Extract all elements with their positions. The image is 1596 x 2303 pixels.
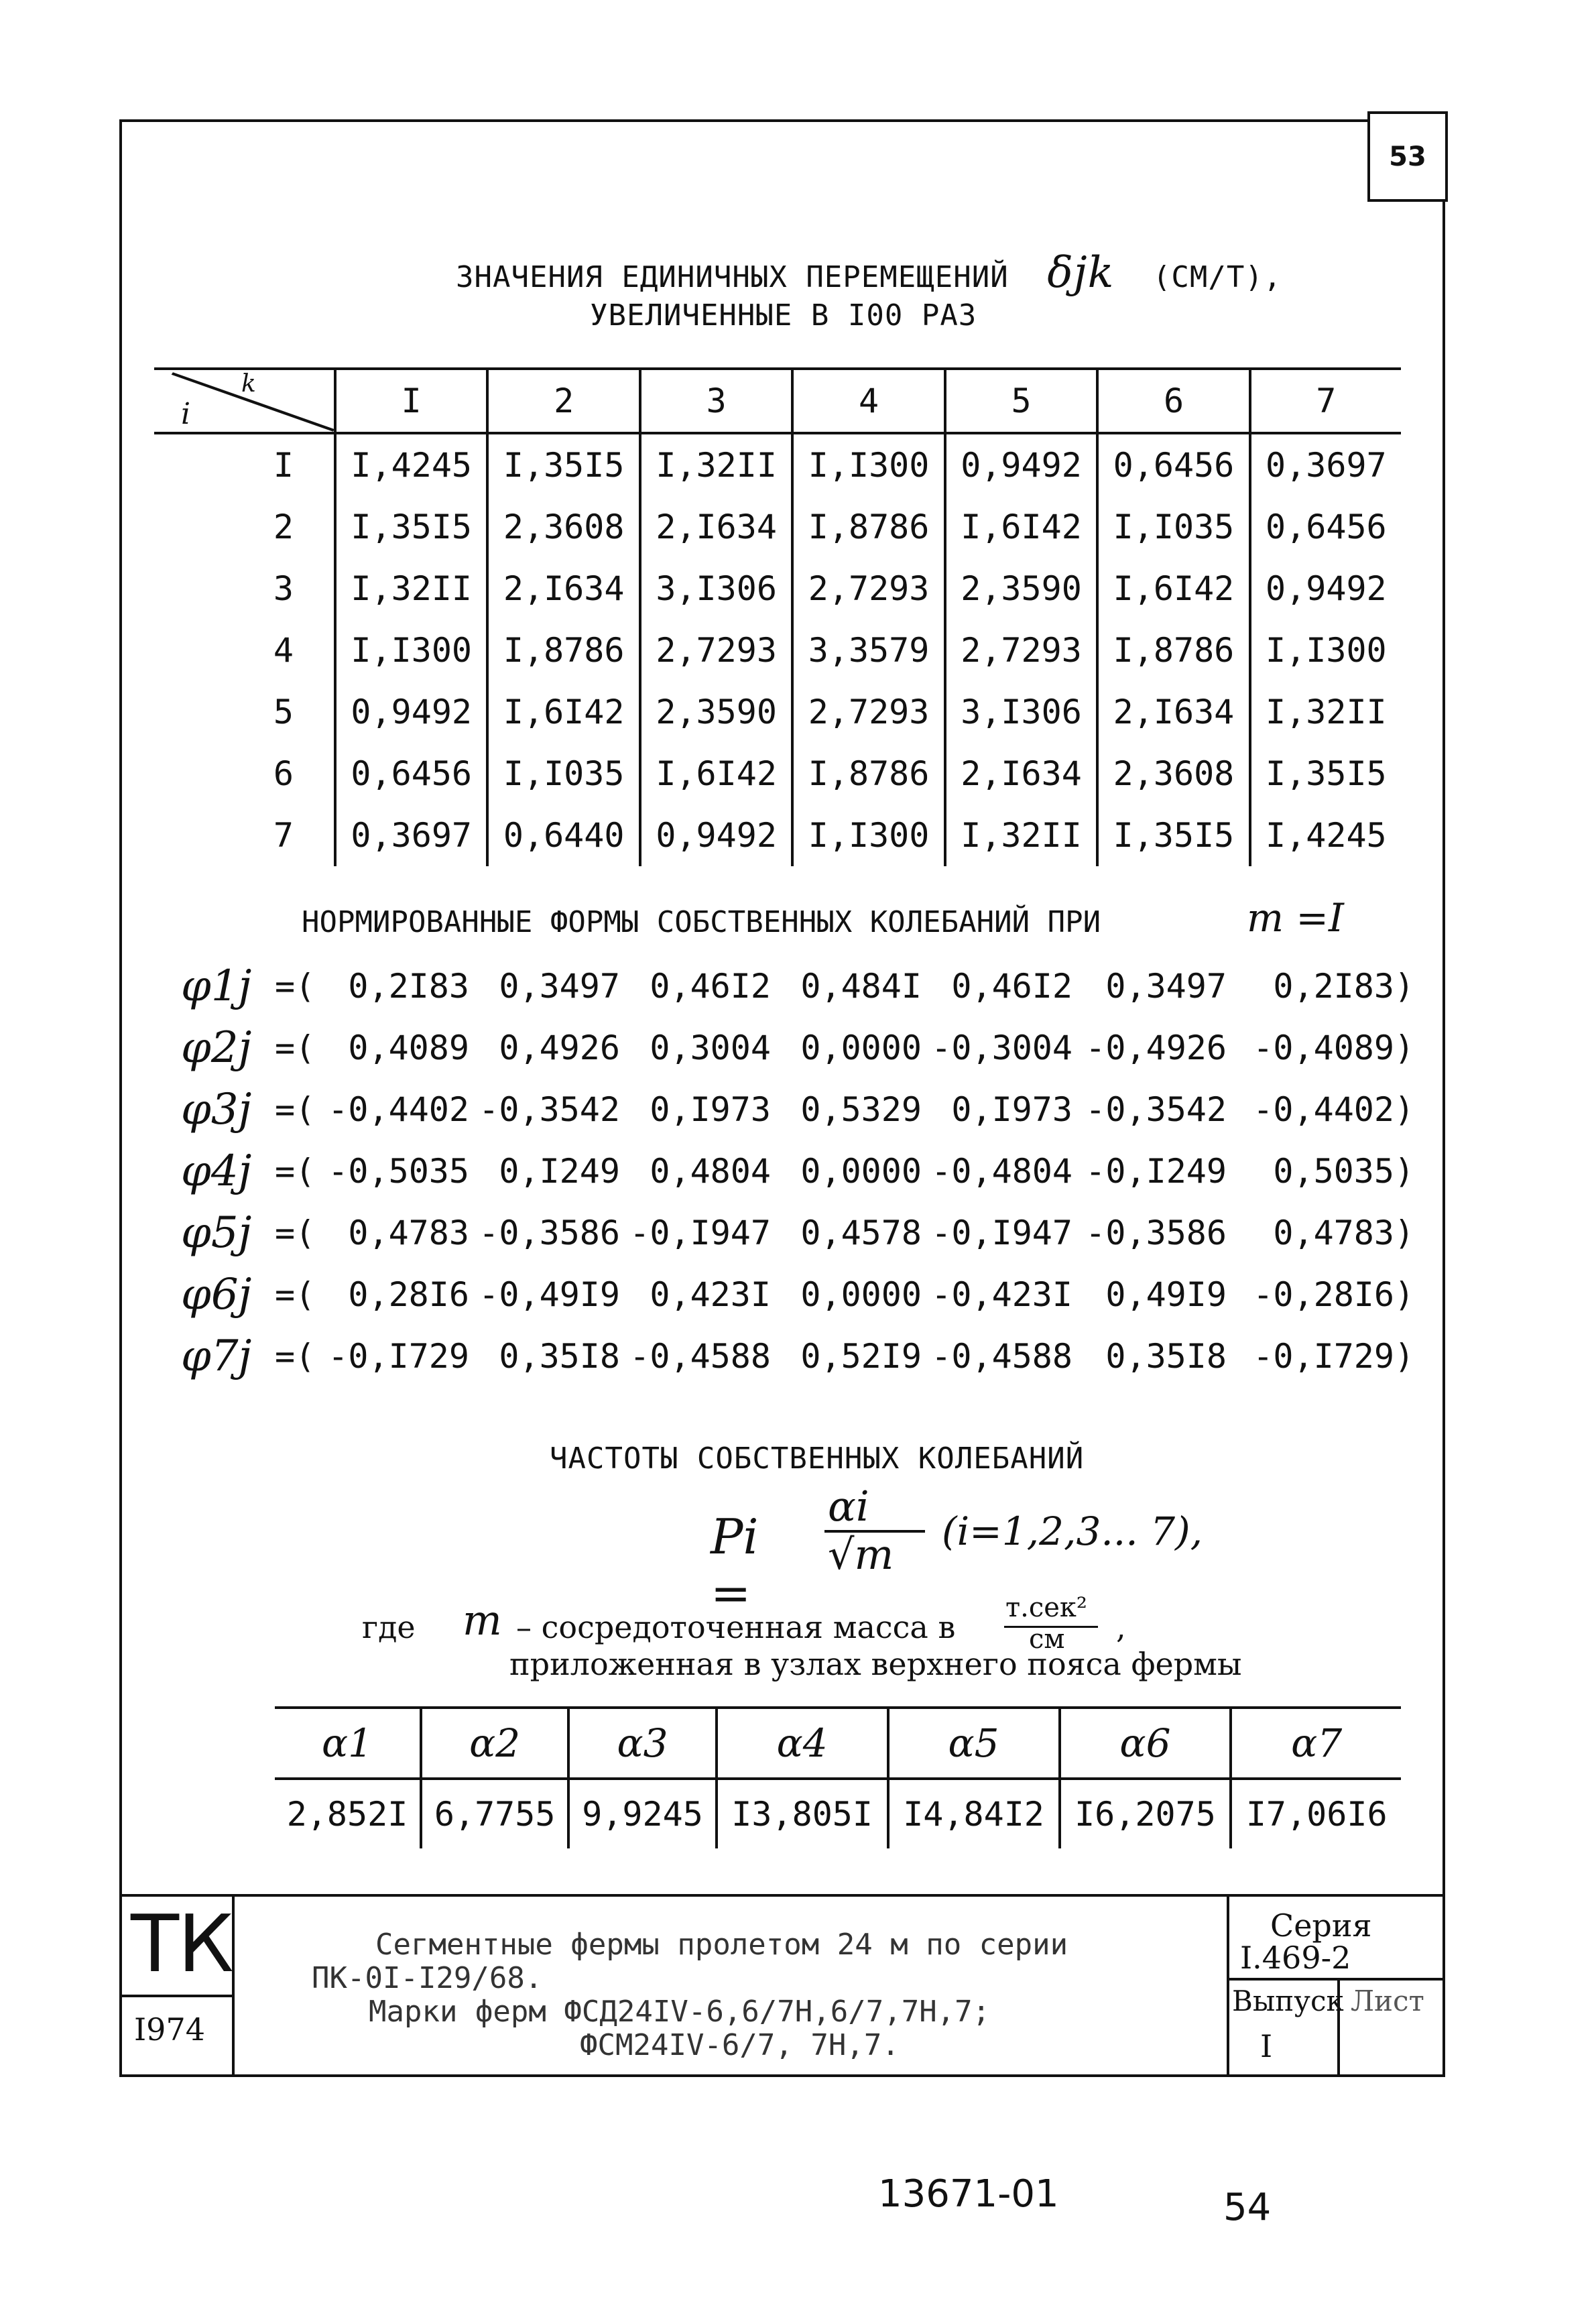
mode-value: -0,4588	[931, 1337, 1072, 1376]
table-cell: 2,7293	[945, 619, 1097, 681]
stamp-desc-line3: Марки ферм ФСД24IV-6,6/7Н,6/7,7Н,7;	[369, 1995, 991, 2029]
mode-values	[322, 967, 1414, 1006]
mode-row	[181, 1017, 1415, 1079]
frequencies-title: ЧАСТОТЫ СОБСТВЕННЫХ КОЛЕБАНИЙ	[550, 1441, 1085, 1476]
mode-value: -0,28I6	[1253, 1275, 1394, 1314]
mode-value: 0,I973	[650, 1090, 771, 1129]
formula-range: (i=1,2,3... 7),	[942, 1509, 1203, 1554]
mode-close: )	[1394, 1090, 1415, 1129]
unit-denominator: см	[1029, 1624, 1065, 1655]
mode-value: 0,2I83	[348, 967, 469, 1006]
table-cell: I,35I5	[1250, 743, 1401, 805]
stamp-year: I974	[134, 2011, 205, 2048]
stamp-desc-line4: ФСМ24IV-6/7, 7Н,7.	[580, 2028, 900, 2062]
table-cell: I,8786	[487, 619, 639, 681]
table-title-line2: УВЕЛИЧЕННЫЕ В I00 РАЗ	[590, 298, 977, 333]
mode-row	[181, 955, 1415, 1017]
alpha-table	[275, 1706, 1401, 1848]
mode-value: 0,5035	[1273, 1152, 1394, 1191]
table-cell: 2,3590	[945, 558, 1097, 619]
table-cell: 0,6440	[487, 805, 639, 866]
table-row	[154, 558, 1401, 619]
mode-values	[322, 1028, 1414, 1067]
table-cell: 0,6456	[1097, 433, 1249, 496]
table-cell: 2,I634	[487, 558, 639, 619]
mode-close: )	[1394, 1275, 1415, 1314]
mode-open: =(	[275, 1214, 316, 1252]
unit-numerator: т.сек²	[1005, 1592, 1087, 1623]
table-cell: 3,I306	[945, 681, 1097, 743]
mass-symbol: m	[463, 1596, 502, 1645]
mode-values	[322, 1275, 1414, 1314]
mode-open: =(	[275, 1337, 316, 1376]
mass-text-line2: приложенная в узлах верхнего пояса фермы	[509, 1646, 1242, 1682]
page-number-box: 53	[1367, 111, 1448, 202]
page-number: 54	[1223, 2186, 1272, 2229]
table-cell: 0,9492	[640, 805, 792, 866]
alpha-value: 2,852I	[286, 1795, 408, 1834]
displacement-table	[154, 367, 1401, 866]
mode-row	[181, 1325, 1415, 1387]
mode-value: -0,4804	[931, 1152, 1072, 1191]
col-header: 7	[1250, 369, 1401, 433]
mode-row	[181, 1140, 1415, 1202]
table-cell: I,I300	[792, 805, 944, 866]
mode-value: 0,46I2	[650, 967, 771, 1006]
mode-value: -0,3542	[479, 1090, 620, 1129]
mode-value: -0,3542	[1085, 1090, 1227, 1129]
table-row	[154, 496, 1401, 558]
issue-label: Выпуск	[1232, 1985, 1344, 2017]
table-cell: I,I300	[335, 619, 487, 681]
table-row	[154, 805, 1401, 866]
col-header: I	[335, 369, 487, 433]
mode-close: )	[1394, 1028, 1415, 1067]
mode-open: =(	[275, 1275, 316, 1314]
mode-values	[322, 1152, 1414, 1191]
title-units: (СМ/Т),	[1152, 260, 1282, 294]
mode-value: 0,0000	[800, 1028, 922, 1067]
mode-symbol: φ3j	[181, 1085, 252, 1134]
table-cell: 0,3697	[1250, 433, 1401, 496]
mode-row	[181, 1079, 1415, 1140]
corner-k: k	[241, 370, 256, 398]
mode-value: -0,I947	[629, 1214, 771, 1252]
mode-value: 0,2I83	[1273, 967, 1394, 1006]
formula-left: Pi =	[711, 1509, 759, 1621]
row-index: I	[273, 446, 294, 485]
table-cell: I,8786	[792, 496, 944, 558]
table-cell: 2,7293	[792, 681, 944, 743]
alpha-header: α3	[568, 1708, 716, 1779]
series-value: I.469-2	[1240, 1940, 1351, 1976]
alpha-header: α6	[1060, 1708, 1231, 1779]
mode-value: 0,52I9	[800, 1337, 922, 1376]
mode-close: )	[1394, 1214, 1415, 1252]
mode-open: =(	[275, 1090, 316, 1129]
mode-value: -0,4926	[1085, 1028, 1227, 1067]
mode-values	[322, 1337, 1414, 1376]
delta-symbol: δjk	[1047, 248, 1115, 298]
mode-value: 0,484I	[800, 967, 922, 1006]
table-cell: 0,6456	[335, 743, 487, 805]
table-cell: I,I035	[487, 743, 639, 805]
table-cell: I,I035	[1097, 496, 1249, 558]
modes-condition: m =I	[1247, 895, 1344, 941]
table-cell: 2,3608	[487, 496, 639, 558]
table-cell: 0,9492	[1250, 558, 1401, 619]
alpha-header: α4	[717, 1708, 888, 1779]
table-cell: I,6I42	[640, 743, 792, 805]
mass-text: – сосредоточенная масса в	[516, 1609, 956, 1645]
mode-value: -0,I947	[931, 1214, 1072, 1252]
mode-value: -0,4089	[1253, 1028, 1394, 1067]
mode-value: 0,46I2	[951, 967, 1072, 1006]
where-word: где	[362, 1609, 416, 1645]
alpha-value: 9,9245	[568, 1779, 716, 1848]
table-cell: 2,7293	[792, 558, 944, 619]
table-cell: I,35I5	[487, 433, 639, 496]
mode-value: 0,I973	[951, 1090, 1072, 1129]
table-cell: 2,I634	[1097, 681, 1249, 743]
mode-close: )	[1394, 1152, 1415, 1191]
corner-cell	[154, 369, 335, 433]
mode-value: -0,3586	[479, 1214, 620, 1252]
issue-value: I	[1260, 2028, 1273, 2064]
row-index: 7	[273, 816, 294, 855]
alpha-value: I6,2075	[1060, 1779, 1231, 1848]
stamp-desc-line2: ПК-0I-I29/68.	[312, 1961, 543, 1995]
table-cell: I,I300	[1250, 619, 1401, 681]
col-header: 5	[945, 369, 1097, 433]
mode-value: 0,5329	[800, 1090, 922, 1129]
col-header: 3	[640, 369, 792, 433]
mode-values	[322, 1090, 1414, 1129]
table-cell: 2,I634	[945, 743, 1097, 805]
row-index: 2	[273, 508, 294, 546]
table-row	[154, 619, 1401, 681]
mode-symbol: φ4j	[181, 1146, 252, 1196]
mode-symbol: φ7j	[181, 1332, 252, 1381]
stamp-desc-line1: Сегментные фермы пролетом 24 м по серии	[375, 1928, 1068, 1962]
modes-title: НОРМИРОВАННЫЕ ФОРМЫ СОБСТВЕННЫХ КОЛЕБАНИЙ ПРИ	[302, 905, 1101, 939]
mode-value: 0,4804	[650, 1152, 771, 1191]
col-header: 4	[792, 369, 944, 433]
mode-value: -0,I729	[328, 1337, 469, 1376]
organization-logo: ТК	[131, 1897, 233, 1990]
mode-value: 0,I249	[499, 1152, 620, 1191]
row-index: 6	[273, 754, 294, 793]
mode-value: 0,28I6	[348, 1275, 469, 1314]
row-index: 4	[273, 631, 294, 670]
mode-value: -0,I729	[1253, 1337, 1394, 1376]
series-divider	[1227, 1978, 1445, 1981]
alpha-value: 6,7755	[421, 1779, 568, 1848]
table-cell: 0,9492	[335, 681, 487, 743]
mode-value: 0,4783	[1273, 1214, 1394, 1252]
mode-values	[322, 1214, 1414, 1252]
mode-value: 0,4926	[499, 1028, 620, 1067]
mode-value: -0,I249	[1085, 1152, 1227, 1191]
mode-symbol: φ6j	[181, 1270, 252, 1319]
mode-row	[181, 1202, 1415, 1264]
table-cell: I,4245	[1250, 805, 1401, 866]
formula-numerator: αi	[828, 1482, 869, 1531]
table-cell: I,6I42	[1097, 558, 1249, 619]
table-cell: I,8786	[792, 743, 944, 805]
mode-close: )	[1394, 967, 1415, 1006]
alpha-value: I4,84I2	[888, 1779, 1060, 1848]
alpha-value: I7,06I6	[1231, 1779, 1401, 1848]
mode-value: 0,4783	[348, 1214, 469, 1252]
alpha-header: α1	[275, 1708, 421, 1779]
sheet-label: Лист	[1351, 1985, 1424, 2017]
table-cell: 2,3590	[640, 681, 792, 743]
table-cell: 2,3608	[1097, 743, 1249, 805]
table-row	[154, 433, 1401, 496]
row-index: 5	[273, 693, 294, 731]
formula-denominator: √m	[828, 1530, 894, 1579]
series-label: Серия	[1270, 1907, 1372, 1944]
table-cell: I,8786	[1097, 619, 1249, 681]
mode-symbol: φ5j	[181, 1208, 252, 1258]
table-cell: I,6I42	[945, 496, 1097, 558]
table-cell: 0,6456	[1250, 496, 1401, 558]
table-cell: 3,I306	[640, 558, 792, 619]
displacement-table-body	[154, 433, 1401, 866]
table-cell: I,I300	[792, 433, 944, 496]
table-cell: 0,3697	[335, 805, 487, 866]
mode-value: -0,4588	[629, 1337, 771, 1376]
mode-open: =(	[275, 1028, 316, 1067]
title-text: ЗНАЧЕНИЯ ЕДИНИЧНЫХ ПЕРЕМЕЩЕНИЙ	[456, 260, 1009, 294]
table-cell: 0,9492	[945, 433, 1097, 496]
table-header-row	[154, 369, 1401, 433]
mode-value: -0,4402	[1253, 1090, 1394, 1129]
table-cell: I,6I42	[487, 681, 639, 743]
mode-value: -0,3586	[1085, 1214, 1227, 1252]
mode-value: 0,49I9	[1105, 1275, 1227, 1314]
mode-open: =(	[275, 967, 316, 1006]
table-cell: 3,3579	[792, 619, 944, 681]
mode-value: -0,3004	[931, 1028, 1072, 1067]
table-cell: I,32II	[335, 558, 487, 619]
table-cell: I,32II	[1250, 681, 1401, 743]
table-cell: I,32II	[640, 433, 792, 496]
alpha-header: α7	[1231, 1708, 1401, 1779]
mode-close: )	[1394, 1337, 1415, 1376]
table-cell: I,35I5	[335, 496, 487, 558]
mode-value: 0,35I8	[1105, 1337, 1227, 1376]
table-cell: I,4245	[335, 433, 487, 496]
mode-value: -0,4402	[328, 1090, 469, 1129]
alpha-value: I3,805I	[717, 1779, 888, 1848]
corner-i: i	[181, 397, 191, 431]
document-number: 13671-01	[878, 2172, 1059, 2216]
col-header: 6	[1097, 369, 1249, 433]
table-row	[154, 743, 1401, 805]
mode-symbol: φ2j	[181, 1023, 252, 1073]
mode-value: 0,423I	[650, 1275, 771, 1314]
alpha-header: α5	[888, 1708, 1060, 1779]
alpha-value-row	[275, 1779, 1401, 1848]
col-header: 2	[487, 369, 639, 433]
mode-value: 0,3004	[650, 1028, 771, 1067]
org-divider	[119, 1995, 235, 1997]
mode-value: 0,4578	[800, 1214, 922, 1252]
table-row	[154, 681, 1401, 743]
mode-open: =(	[275, 1152, 316, 1191]
mode-value: -0,423I	[931, 1275, 1072, 1314]
mode-value: 0,4089	[348, 1028, 469, 1067]
table-cell: 2,7293	[640, 619, 792, 681]
alpha-header-row	[275, 1708, 1401, 1779]
mode-value: 0,3497	[499, 967, 620, 1006]
mode-value: -0,5035	[328, 1152, 469, 1191]
mode-value: 0,35I8	[499, 1337, 620, 1376]
mode-value: 0,0000	[800, 1275, 922, 1314]
mode-value: -0,49I9	[479, 1275, 620, 1314]
mode-value: 0,3497	[1105, 967, 1227, 1006]
mode-row	[181, 1264, 1415, 1325]
table-cell: 2,I634	[640, 496, 792, 558]
unit-comma: ,	[1116, 1609, 1126, 1645]
table-cell: I,32II	[945, 805, 1097, 866]
table-cell: I,35I5	[1097, 805, 1249, 866]
row-index: 3	[273, 569, 294, 608]
alpha-header: α2	[421, 1708, 568, 1779]
table-title-line1	[456, 248, 1282, 298]
mode-value: 0,0000	[800, 1152, 922, 1191]
mode-symbol: φ1j	[181, 961, 252, 1011]
